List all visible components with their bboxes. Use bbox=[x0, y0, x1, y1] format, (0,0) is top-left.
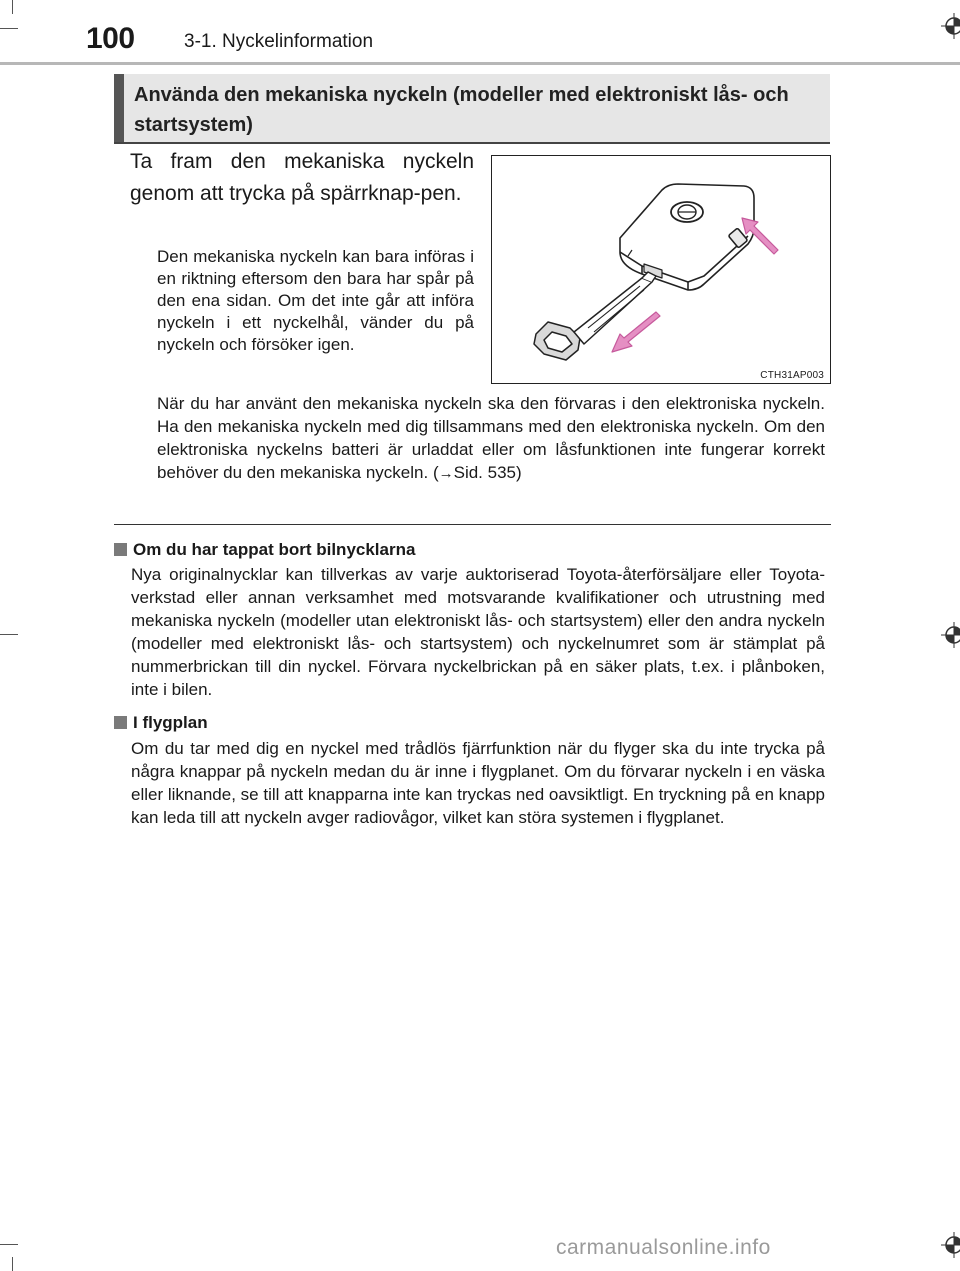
crop-mark-bottom-left-v bbox=[12, 1257, 13, 1271]
crop-mark-mid-left bbox=[0, 634, 18, 635]
crop-mark-bottom-left bbox=[0, 1244, 18, 1245]
subsection-heading bbox=[114, 711, 208, 734]
section-divider bbox=[114, 524, 831, 525]
registration-target-icon bbox=[941, 622, 960, 648]
subsection-heading-text: I flygplan bbox=[133, 713, 208, 732]
square-bullet-icon bbox=[114, 716, 127, 729]
header-rule bbox=[0, 62, 960, 65]
figure-caption: CTH31AP003 bbox=[760, 370, 824, 381]
registration-target-icon bbox=[941, 1232, 960, 1258]
mechanical-key-illustration bbox=[492, 156, 830, 383]
subsection-heading-text: Om du har tappat bort bilnycklarna bbox=[133, 540, 416, 559]
subsection-heading bbox=[114, 538, 415, 561]
page-number: 100 bbox=[86, 22, 135, 55]
subsection-body: Om du tar med dig en nyckel med trådlös fjärrfunktion när du flyger ska du inte trycka på några knappar på nyckeln medan du är inne i flygplanet. Om du förvarar nyckeln i en väska eller liknande, se till att knapparna inte kan tryckas ned oavsiktligt. En tryckning på en knapp kan leda till att nyckeln avger radiovågor, vilket kan störa systemen i flygplanet. bbox=[131, 739, 825, 827]
smart-key-fob-icon bbox=[620, 184, 754, 290]
page-reference-arrow-icon: → bbox=[438, 465, 454, 482]
storage-text: När du har använt den mekaniska nyckeln ska den förvaras i den elektroniska nyckeln. Ha den mekaniska nyckeln med dig tillsammans med den elektroniska nyckeln. Om den elektroniska nyckelns batteri är urladdat eller om låsfunktionen inte fungerar korrekt behöver du den mekaniska nyckeln. ( bbox=[157, 394, 825, 482]
square-bullet-icon bbox=[114, 543, 127, 556]
chapter-title: 3-1. Nyckelinformation bbox=[184, 31, 374, 52]
crop-mark-top-left-v bbox=[12, 0, 13, 14]
section-title-box bbox=[114, 74, 830, 144]
key-illustration bbox=[491, 155, 831, 384]
pull-out-arrow-icon bbox=[612, 312, 660, 352]
crop-mark-top-left bbox=[0, 28, 18, 29]
mechanical-key-icon bbox=[534, 272, 656, 360]
registration-target-icon bbox=[941, 13, 960, 39]
page-reference[interactable]: Sid. 535) bbox=[453, 463, 522, 482]
site-watermark: carmanualsonline.info bbox=[556, 1236, 771, 1259]
intro-instruction: Ta fram den mekaniska nyckeln genom att trycka på spärrknap-pen. bbox=[130, 150, 474, 205]
storage-paragraph bbox=[157, 392, 825, 485]
subsection-body: Nya originalnycklar kan tillverkas av varje auktoriserad Toyota-återförsäljare eller Toyota-verkstad eller annan verksamhet med motsvarande kvalifikationer och utrustning med mekaniska nyckeln (modeller utan elektroniskt lås- och startsystem) eller den andra nyckeln (modeller med elektroniskt lås- och startsystem) och nyckelnumret som är stämplat på nummerbrickan till din nyckel. Förvara nyckelbrickan på en säker plats, t.ex. i plånboken, inte i bilen. bbox=[131, 565, 825, 699]
intro-note: Den mekaniska nyckeln kan bara införas i en riktning eftersom den bara har spår på den ena sidan. Om det inte går att införa nyckeln i ett nyckelhål, vänder du på nyckeln och försöker igen. bbox=[157, 247, 474, 354]
title-accent-bar bbox=[114, 74, 124, 142]
section-title: Använda den mekaniska nyckeln (modeller med elektroniskt lås- och startsystem) bbox=[134, 84, 789, 136]
